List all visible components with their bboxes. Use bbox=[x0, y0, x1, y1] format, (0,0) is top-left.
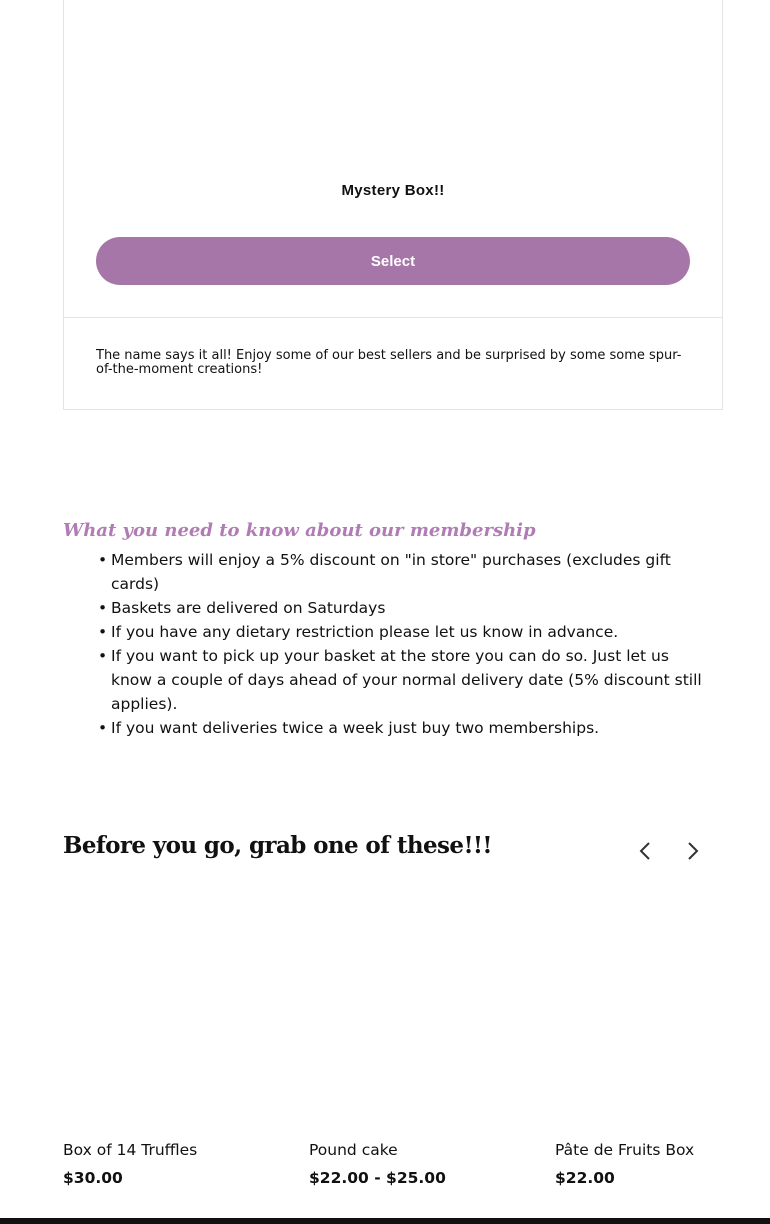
product-image[interactable] bbox=[63, 890, 278, 1130]
list-item-text: Baskets are delivered on Saturdays bbox=[111, 599, 386, 617]
product-name[interactable]: Pound cake bbox=[309, 1141, 398, 1159]
list-item bbox=[98, 644, 710, 716]
product-name[interactable]: Pâte de Fruits Box bbox=[555, 1141, 695, 1159]
list-item bbox=[98, 620, 710, 644]
bullet-icon: • bbox=[98, 719, 108, 737]
list-item-text: If you want to pick up your basket at the store you can do so. Just let us know a couple of days ahead of your normal delivery date (5% discount still applies). bbox=[111, 647, 702, 713]
select-button[interactable]: Select bbox=[96, 237, 690, 285]
list-item bbox=[98, 596, 710, 620]
product-tile[interactable] bbox=[309, 890, 524, 1187]
list-item-text: If you have any dietary restriction please let us know in advance. bbox=[111, 623, 619, 641]
product-price: $22.00 bbox=[555, 1169, 615, 1187]
product-title: Mystery Box!! bbox=[341, 182, 445, 199]
product-tile[interactable] bbox=[555, 890, 770, 1187]
bullet-icon: • bbox=[98, 623, 108, 641]
product-tile[interactable] bbox=[63, 890, 278, 1187]
card-divider bbox=[64, 317, 722, 318]
product-image[interactable] bbox=[555, 890, 770, 1130]
carousel-next-button[interactable] bbox=[678, 836, 708, 866]
upsell-heading: Before you go, grab one of these!!! bbox=[63, 832, 492, 859]
carousel-prev-button[interactable] bbox=[630, 836, 660, 866]
chevron-left-icon bbox=[638, 841, 652, 861]
list-item-text: If you want deliveries twice a week just buy two memberships. bbox=[111, 719, 600, 737]
bullet-icon: • bbox=[98, 551, 108, 569]
footer-bar bbox=[0, 1218, 770, 1224]
membership-list bbox=[98, 548, 710, 740]
product-name[interactable]: Box of 14 Truffles bbox=[63, 1141, 198, 1159]
list-item bbox=[98, 548, 710, 596]
product-image[interactable] bbox=[64, 0, 722, 159]
product-card bbox=[63, 0, 723, 410]
bullet-icon: • bbox=[98, 647, 108, 665]
membership-heading: What you need to know about our membership bbox=[63, 520, 536, 541]
product-price: $30.00 bbox=[63, 1169, 123, 1187]
product-description: The name says it all! Enjoy some of our best sellers and be surprised by some some spur-of-the-moment creations! bbox=[96, 348, 682, 377]
list-item bbox=[98, 716, 710, 740]
bullet-icon: • bbox=[98, 599, 108, 617]
product-image[interactable] bbox=[309, 890, 524, 1130]
product-price: $22.00 - $25.00 bbox=[309, 1169, 446, 1187]
list-item-text: Members will enjoy a 5% discount on "in store" purchases (excludes gift cards) bbox=[111, 551, 671, 593]
chevron-right-icon bbox=[686, 841, 700, 861]
